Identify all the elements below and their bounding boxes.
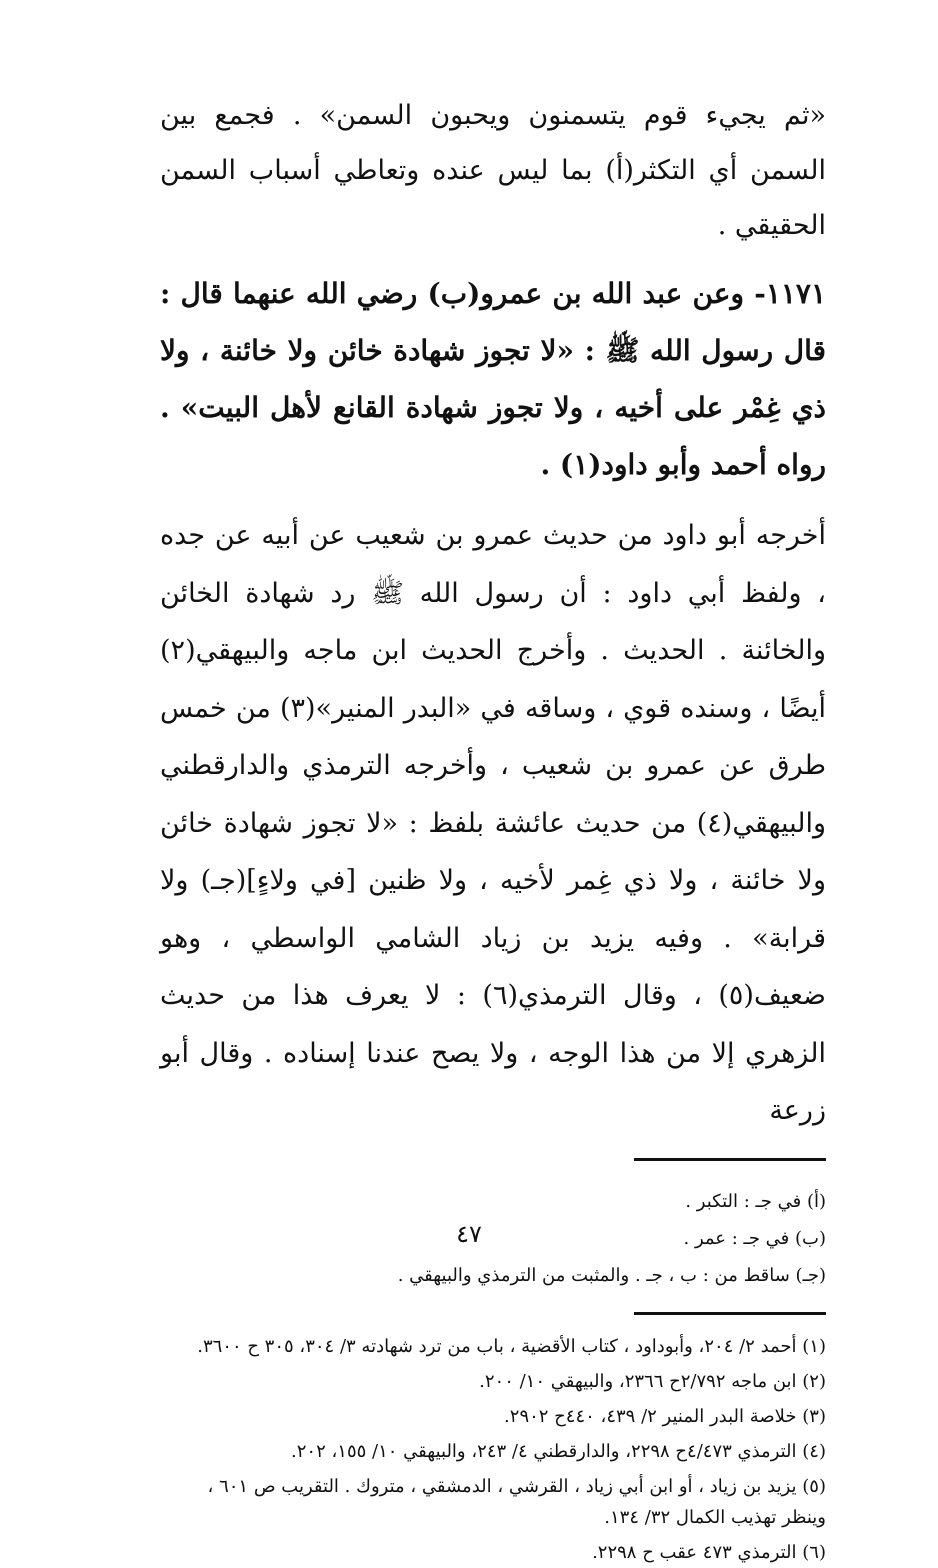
footnote-5: (٥) يزيد بن زياد ، أو ابن أبي زياد ، القرشي ، الدمشقي ، متروك . التقريب ص ٦٠١ ، وينظر تهذيب الكمال ٣٢/ ١٣٤. — [207, 1475, 826, 1528]
paragraph-commentary: أخرجه أبو داود من حديث عمرو بن شعيب عن أبيه عن جده ، ولفظ أبي داود : أن رسول الله ﷺ رد شهادة الخائن والخائنة . الحديث . وأخرج الحديث ابن ماجه والبيهقي(٢) أيضًا ، وسنده قوي ، وساقه في «البدر المنير»(٣) من خمس طرق عن عمرو بن شعيب ، وأخرجه الترمذي والدارقطني والبيهقي(٤) من حديث عائشة بلفظ : «لا تجوز شهادة خائن ولا خائنة ، ولا ذي غِمر لأخيه ، ولا ظنين [في ولاءٍ](جـ) ولا قرابة» . وفيه يزيد بن زياد الشامي الواسطي ، وهو ضعيف(٥) ، وقال الترمذي(٦) : لا يعرف هذا من حديث الزهري إلا من هذا الوجه ، ولا يصح عندنا إسناده . وقال أبو زرعة — [160, 520, 826, 1126]
footnote-3: (٣) خلاصة البدر المنير ٢/ ٤٣٩، ٤٤٠ح ٢٩٠٢. — [504, 1405, 826, 1427]
footnote-alef: (أ) في جـ : التكبر . — [685, 1190, 826, 1212]
footnote-beh: (ب) في جـ : عمر . — [683, 1227, 826, 1249]
footnote-jeem: (جـ) ساقط من : ب ، جـ . والمثبت من الترمذي والبيهقي . — [397, 1264, 826, 1286]
footnote-4: (٤) الترمذي ٤/٤٧٣ح ٢٢٩٨، والدارقطني ٤/ ٢٤٣، والبيهقي ١٠/ ١٥٥، ٢٠٢. — [291, 1440, 826, 1462]
numbered-footnotes — [160, 1331, 826, 1568]
footnote-6: (٦) الترمذي ٤٧٣ عقب ح ٢٢٩٨. — [592, 1541, 826, 1563]
footnote-1: (١) أحمد ٢/ ٢٠٤، وأبوداود ، كتاب الأقضية ، باب من ترد شهادته ٣/ ٣٠٤، ٣٠٥ ح ٣٦٠٠. — [197, 1335, 826, 1357]
footnote-2: (٢) ابن ماجه ٢/٧٩٢ح ٢٣٦٦، والبيهقي ١٠/ ٢٠٠. — [479, 1370, 826, 1392]
page-number: ٤٧ — [456, 1220, 482, 1248]
footnote-separator-numbers — [634, 1312, 826, 1315]
paragraph-hadith-1171: ١١٧١- وعن عبد الله بن عمرو(ب) رضي الله عنهما قال : قال رسول الله ﷺ : «لا تجوز شهادة خائن ولا خائنة ، ولا ذي غِمْر على أخيه ، ولا تجوز شهادة القانع لأهل البيت» . رواه أحمد وأبو داود(١) . — [160, 277, 826, 481]
paragraph-intro: «ثم يجيء قوم يتسمنون ويحبون السمن» . فجمع بين السمن أي التكثر(أ) بما ليس عنده وتعاطي أسباب السمن الحقيقي . — [160, 100, 826, 241]
footnote-separator-letters — [634, 1158, 826, 1161]
